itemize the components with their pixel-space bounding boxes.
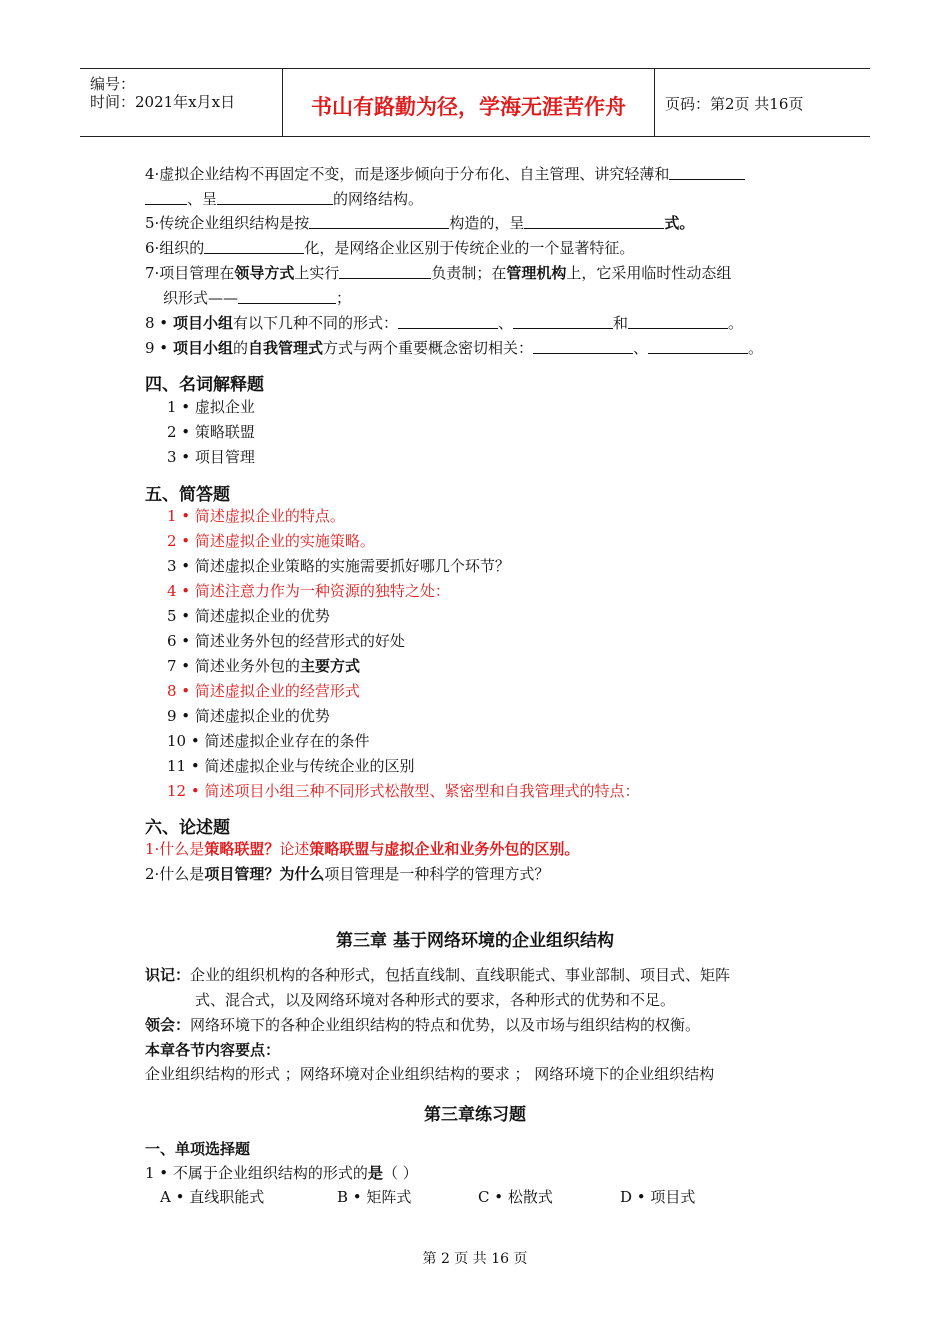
bold-term: 是 [367, 1164, 383, 1182]
recall-paragraph [145, 964, 730, 985]
question-text: 8 • [145, 314, 173, 332]
question-text: 织形式—— [163, 289, 239, 307]
header-motto-cell [283, 69, 655, 136]
single-choice-title: 一、单项选择题 [145, 1140, 251, 1158]
option-b: B • 矩阵式 [337, 1188, 412, 1206]
header-page-cell [655, 69, 870, 136]
question-text: 式。 [664, 214, 695, 232]
number-label: 编号： [90, 75, 136, 93]
recall-label: 识记： [145, 966, 191, 984]
understand-paragraph [145, 1014, 700, 1035]
question-text: 2·什么是 [145, 865, 205, 883]
header-meta-cell [80, 69, 283, 136]
choice-question-1 [145, 1162, 418, 1183]
list-item: 2 • 简述虚拟企业的实施策略。 [167, 532, 375, 550]
question-4-cont [145, 188, 423, 209]
question-text: 5·传统企业组织结构是按 [145, 214, 310, 232]
question-text: 1·什么是 [145, 840, 205, 858]
answer-parentheses: （ ） [382, 1164, 418, 1182]
list-item: 2 • 策略联盟 [167, 423, 255, 441]
question-text: 论述 [279, 840, 310, 858]
question-text: 构造的，呈 [449, 214, 525, 232]
question-text: 方式与两个重要概念密切相关： [322, 339, 533, 357]
question-8 [145, 312, 743, 333]
bold-term: 项目管理？为什么 [204, 865, 325, 883]
bold-term: 领导方式 [234, 264, 295, 282]
blank [309, 214, 449, 229]
question-7-cont [163, 287, 351, 308]
question-text: 6·组织的 [145, 239, 205, 257]
blank [217, 190, 333, 205]
question-text: 负责制；在 [431, 264, 507, 282]
blank [238, 289, 336, 304]
list-item: 11 • 简述虚拟企业与传统企业的区别 [167, 757, 415, 775]
page-footer: 第 2 页 共 16 页 [422, 1251, 528, 1267]
question-text: 、呈 [187, 190, 218, 208]
question-7 [145, 262, 731, 283]
list-item: 1 • 简述虚拟企业的特点。 [167, 507, 345, 525]
option-a: A • 直线职能式 [160, 1188, 265, 1206]
essay-question-1 [145, 838, 579, 859]
question-text: 有以下几种不同的形式： [232, 314, 398, 332]
blank [513, 314, 613, 329]
blank [669, 165, 745, 180]
page-info: 页码：第2页 共16页 [665, 95, 804, 113]
list-item: 6 • 简述业务外包的经营形式的好处 [167, 632, 405, 650]
list-item: 5 • 简述虚拟企业的优势 [167, 607, 330, 625]
list-item: 10 • 简述虚拟企业存在的条件 [167, 732, 370, 750]
question-text: 4·虚拟企业结构不再固定不变，而是逐步倾向于分布化、自主管理、讲究轻薄和 [145, 165, 670, 183]
motto: 书山有路勤为径，学海无涯苦作舟 [311, 95, 626, 119]
question-text: 上实行 [294, 264, 340, 282]
bold-term: 策略联盟与虚拟企业和业务外包的区别。 [309, 840, 580, 858]
page-header [80, 68, 870, 137]
recall-paragraph-cont: 式、混合式，以及网络环境对各种形式的要求，各种形式的优势和不足。 [195, 991, 676, 1009]
question-text: 和 [612, 314, 628, 332]
question-5 [145, 212, 694, 233]
list-item: 8 • 简述虚拟企业的经营形式 [167, 682, 360, 700]
blank [398, 314, 498, 329]
blank [204, 239, 304, 254]
question-text: 、 [497, 314, 513, 332]
paragraph-text: 企业的组织机构的各种形式，包括直线制、直线职能式、事业部制、项目式、矩阵 [190, 966, 731, 984]
question-9 [145, 337, 763, 358]
bold-term: 主要方式 [299, 657, 360, 675]
question-text: 、 [633, 339, 649, 357]
question-text: 9 • [145, 339, 173, 357]
question-text: 1 • 不属于企业组织结构的形式的 [145, 1164, 368, 1182]
question-4 [145, 163, 745, 184]
paragraph-text: 网络环境下的各种企业组织结构的特点和优势，以及市场与组织结构的权衡。 [190, 1016, 701, 1034]
question-text: 。 [748, 339, 764, 357]
list-item-text: 7 • 简述业务外包的 [167, 657, 300, 675]
question-text: 的网络结构。 [333, 190, 424, 208]
blank [145, 190, 187, 205]
section-6-title: 六、论述题 [145, 818, 230, 838]
bold-term: 自我管理式 [247, 339, 323, 357]
bold-term: 策略联盟？ [204, 840, 280, 858]
bold-term: 项目小组 [172, 339, 233, 357]
question-text: 7·项目管理在 [145, 264, 235, 282]
list-item: 9 • 简述虚拟企业的优势 [167, 707, 330, 725]
chapter-title: 第三章 基于网络环境的企业组织结构 [336, 931, 614, 951]
essay-question-2 [145, 863, 549, 884]
section-4-title: 四、名词解释题 [145, 375, 264, 395]
question-text: 项目管理是一种科学的管理方式？ [324, 865, 550, 883]
understand-label: 领会： [145, 1016, 191, 1034]
option-c: C • 松散式 [478, 1188, 553, 1206]
question-text: 的 [232, 339, 248, 357]
list-item: 3 • 项目管理 [167, 448, 255, 466]
blank [524, 214, 664, 229]
blank [648, 339, 748, 354]
question-text: ； [336, 289, 352, 307]
time-label: 时间：2021年x月x日 [90, 93, 236, 111]
key-points-text: 企业组织结构的形式 ；网络环境对企业组织结构的要求 ； 网络环境下的企业组织结构 [145, 1065, 715, 1083]
key-points-label: 本章各节内容要点： [145, 1041, 281, 1059]
list-item: 1 • 虚拟企业 [167, 398, 255, 416]
list-item [167, 655, 360, 676]
question-text: 。 [728, 314, 744, 332]
option-d: D • 项目式 [620, 1188, 696, 1206]
question-text: 上，它采用临时性动态组 [566, 264, 732, 282]
blank [628, 314, 728, 329]
list-item: 4 • 简述注意力作为一种资源的独特之处： [167, 582, 450, 600]
exercise-title: 第三章练习题 [424, 1105, 526, 1125]
bold-term: 管理机构 [506, 264, 567, 282]
bold-term: 项目小组 [172, 314, 233, 332]
blank [533, 339, 633, 354]
question-text: 化，是网络企业区别于传统企业的一个显著特征。 [304, 239, 635, 257]
list-item: 12 • 简述项目小组三种不同形式松散型、紧密型和自我管理式的特点： [167, 782, 640, 800]
question-6 [145, 237, 634, 258]
list-item: 3 • 简述虚拟企业策略的实施需要抓好哪几个环节？ [167, 557, 510, 575]
section-5-title: 五、简答题 [145, 485, 230, 505]
blank [339, 264, 431, 279]
